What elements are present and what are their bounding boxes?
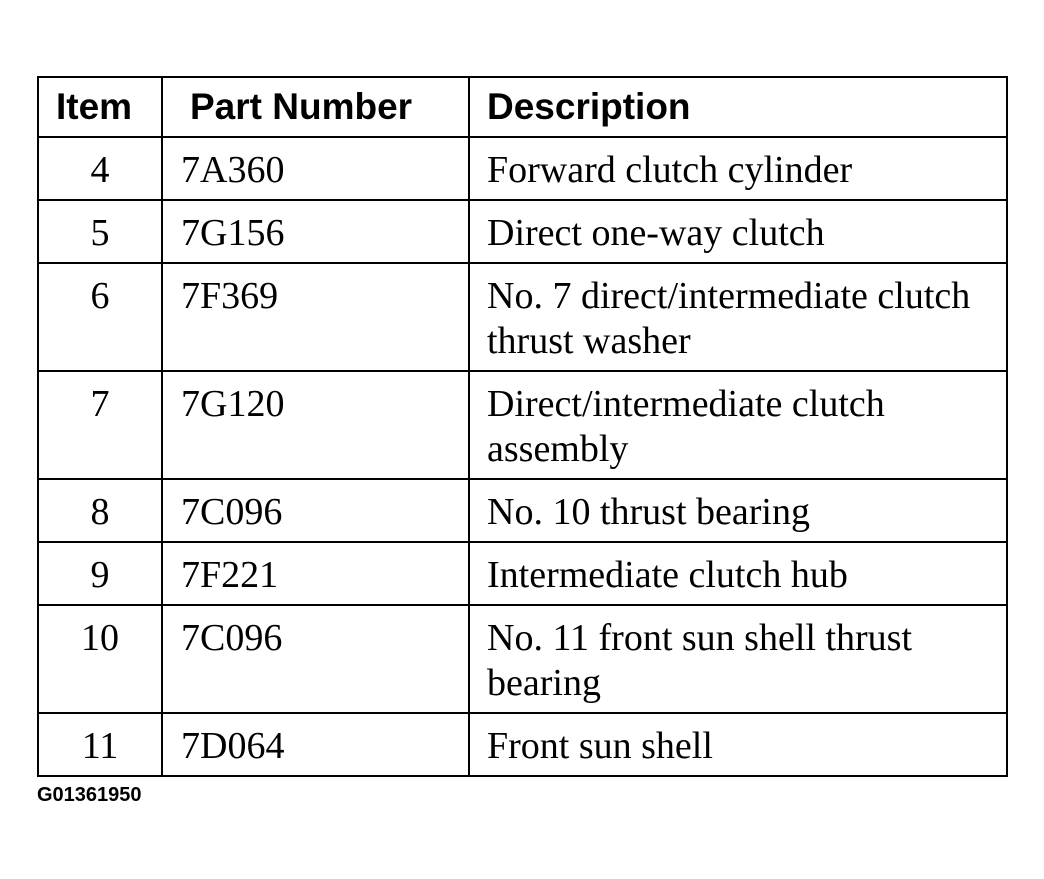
- description-cell: No. 7 direct/intermediate clutch thrust washer: [469, 263, 1007, 371]
- header-part-number: Part Number: [162, 77, 469, 137]
- figure-id: G01361950: [37, 784, 142, 806]
- item-cell: 7: [38, 371, 162, 479]
- part-number-cell: 7F221: [162, 542, 469, 605]
- table-row: [38, 371, 1007, 479]
- table-body: [38, 137, 1007, 776]
- table-row: [38, 479, 1007, 542]
- table-row: [38, 605, 1007, 713]
- table-row: [38, 137, 1007, 200]
- table-row: [38, 713, 1007, 776]
- item-cell: 8: [38, 479, 162, 542]
- description-cell: Direct one-way clutch: [469, 200, 1007, 263]
- item-cell: 10: [38, 605, 162, 713]
- item-cell: 6: [38, 263, 162, 371]
- item-cell: 9: [38, 542, 162, 605]
- table-header: [38, 77, 1007, 137]
- part-number-cell: 7F369: [162, 263, 469, 371]
- description-cell: Direct/intermediate clutch assembly: [469, 371, 1007, 479]
- header-description: Description: [469, 77, 1007, 137]
- item-cell: 4: [38, 137, 162, 200]
- part-number-cell: 7A360: [162, 137, 469, 200]
- part-number-cell: 7G156: [162, 200, 469, 263]
- description-cell: Front sun shell: [469, 713, 1007, 776]
- part-number-cell: 7C096: [162, 479, 469, 542]
- parts-table: [37, 76, 1008, 777]
- part-number-cell: 7D064: [162, 713, 469, 776]
- table-row: [38, 542, 1007, 605]
- item-cell: 11: [38, 713, 162, 776]
- description-cell: Intermediate clutch hub: [469, 542, 1007, 605]
- description-cell: No. 10 thrust bearing: [469, 479, 1007, 542]
- description-cell: No. 11 front sun shell thrust bearing: [469, 605, 1007, 713]
- header-item: Item: [38, 77, 162, 137]
- item-cell: 5: [38, 200, 162, 263]
- part-number-cell: 7G120: [162, 371, 469, 479]
- header-row: [38, 77, 1007, 137]
- table-row: [38, 263, 1007, 371]
- table-row: [38, 200, 1007, 263]
- part-number-cell: 7C096: [162, 605, 469, 713]
- description-cell: Forward clutch cylinder: [469, 137, 1007, 200]
